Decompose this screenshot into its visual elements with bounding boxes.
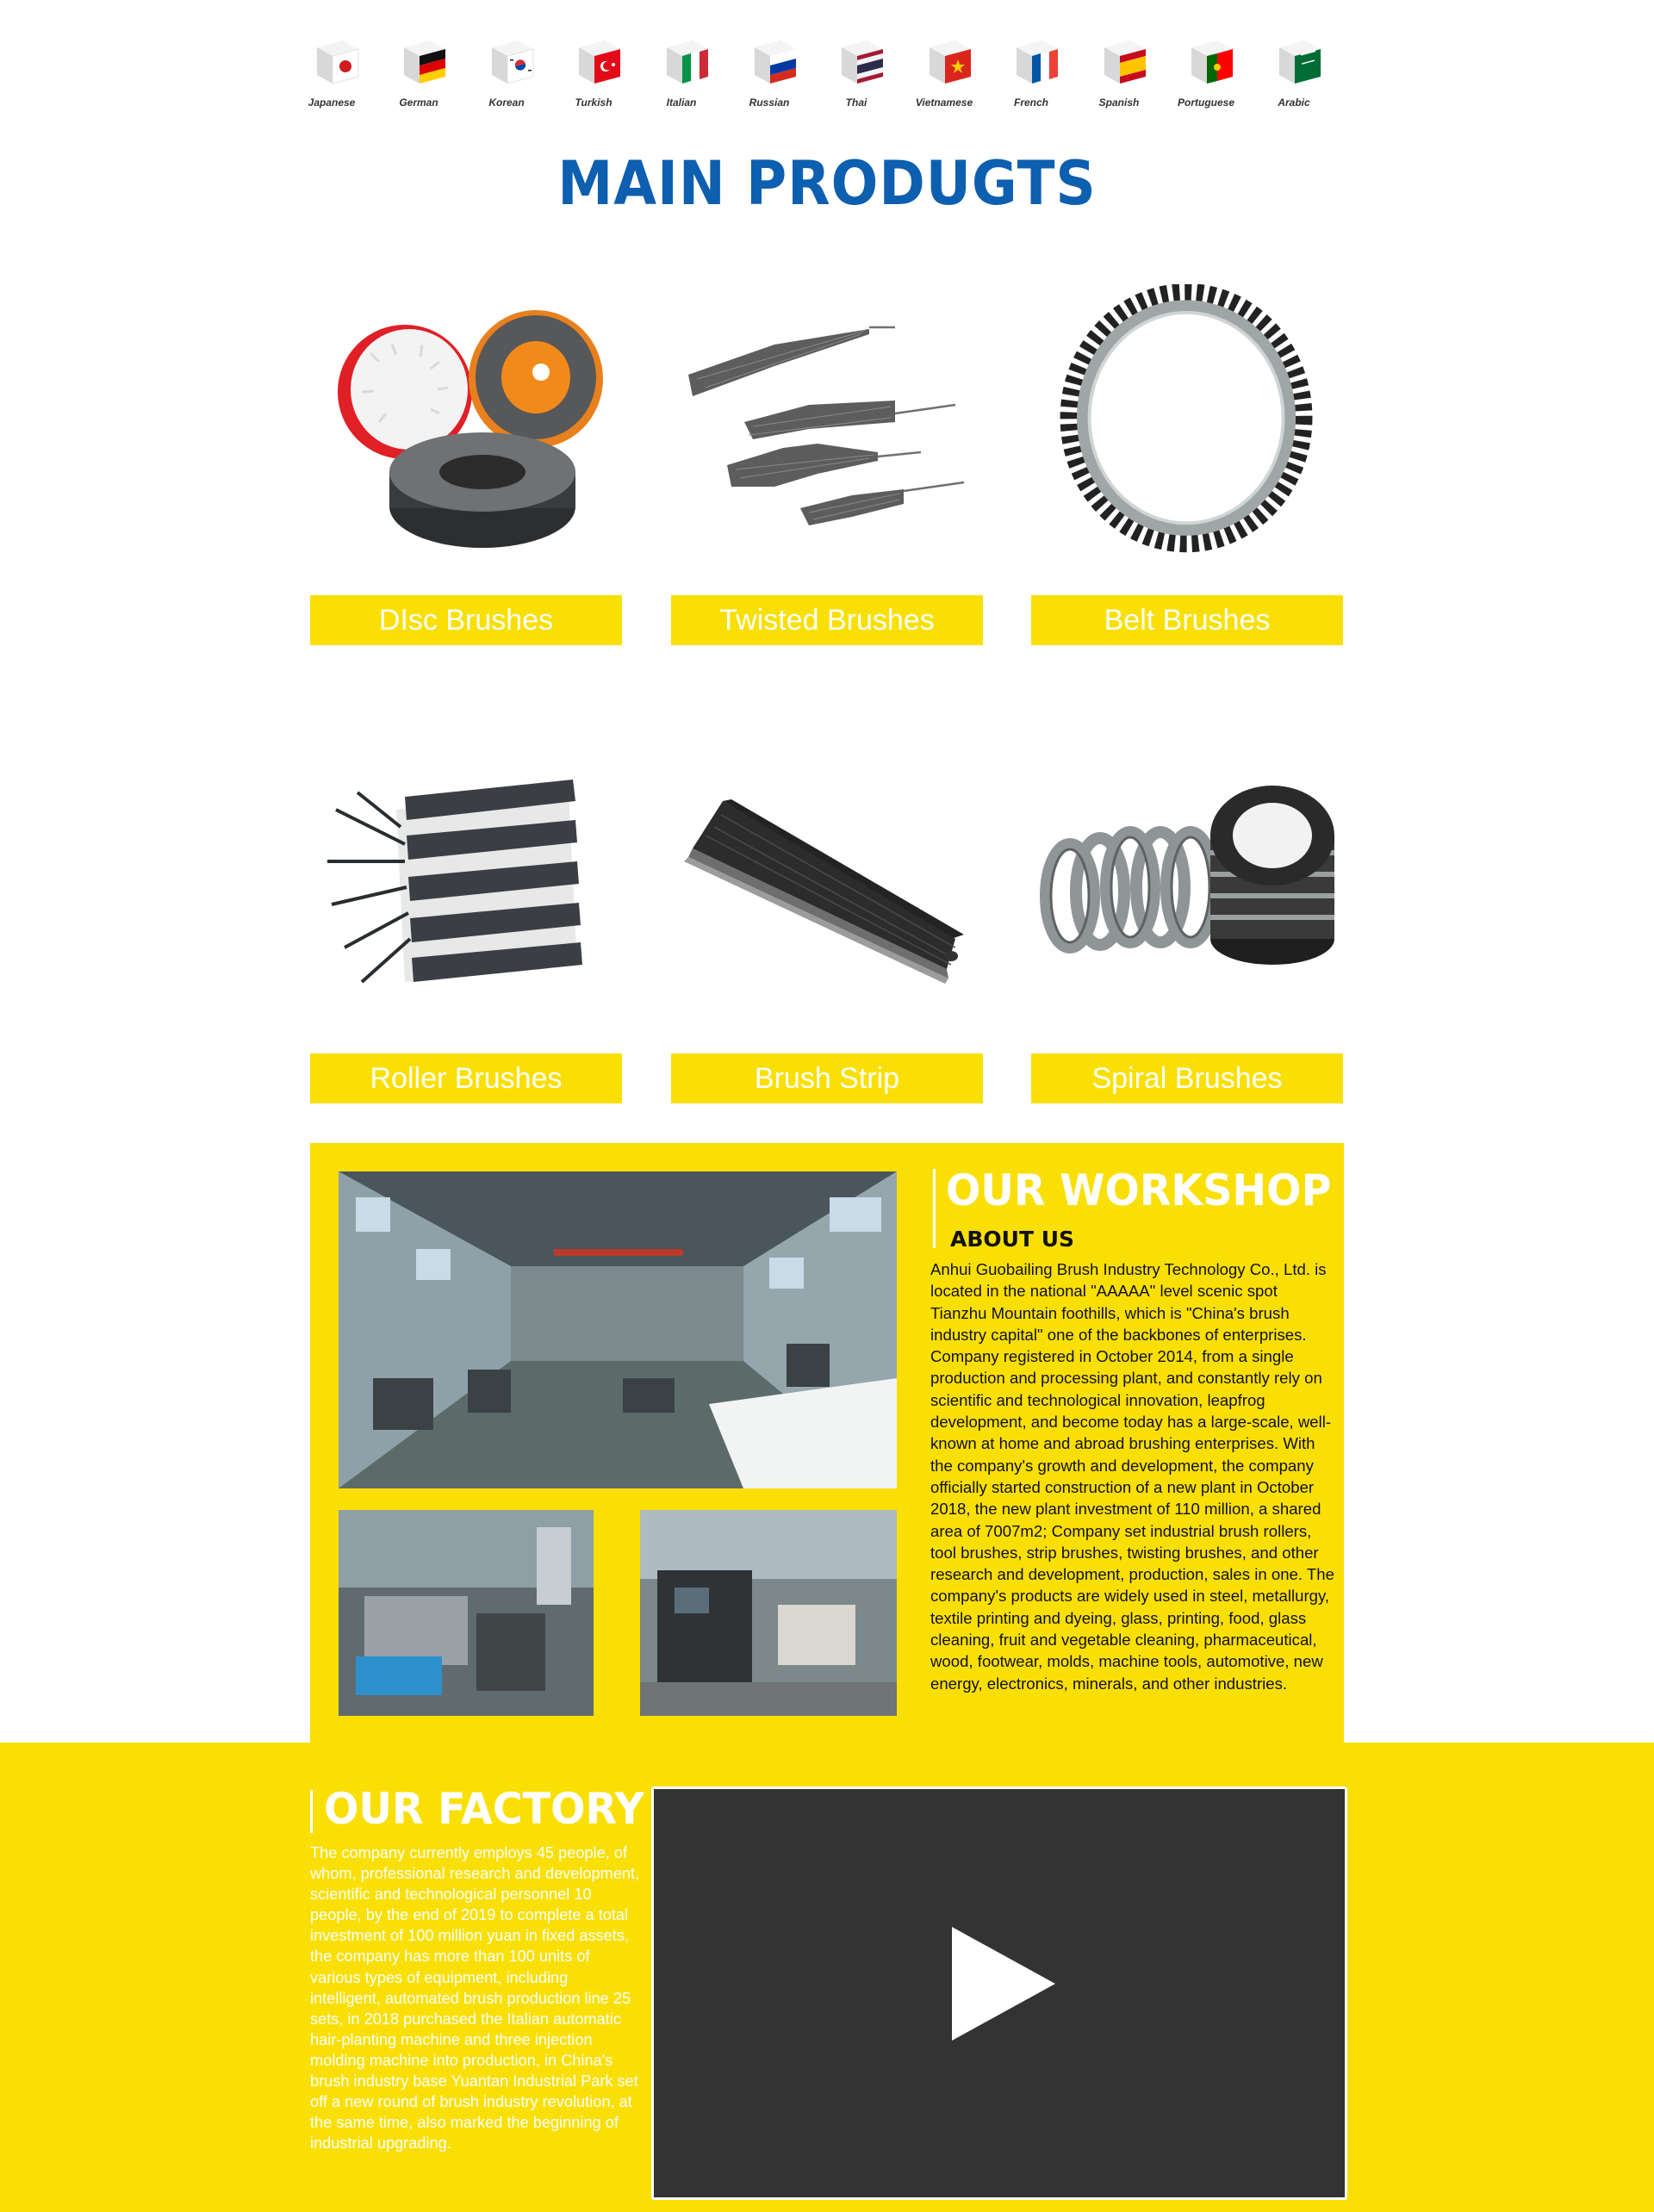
lang-japanese[interactable] (293, 31, 370, 113)
product-disc-brushes-button[interactable]: DIsc Brushes (310, 595, 622, 645)
lang-german[interactable] (380, 31, 457, 113)
flag-spain-icon (1096, 35, 1149, 87)
spiral-brushes-image[interactable] (1031, 758, 1343, 1034)
lang-portuguese[interactable] (1167, 31, 1245, 113)
flag-turkey-icon (570, 35, 624, 87)
product-twisted-brushes-button[interactable]: Twisted Brushes (671, 595, 983, 645)
flag-japan-icon (308, 35, 362, 87)
workshop-title-divider (933, 1169, 936, 1248)
workshop-cnc-photo (640, 1510, 897, 1716)
workshop-section (310, 1143, 1344, 1743)
workshop-title: OUR WORKSHOP (946, 1165, 1332, 1215)
flag-italy-icon (658, 35, 712, 87)
roller-brushes-image[interactable] (310, 758, 622, 1034)
lang-label: German (399, 96, 438, 109)
lang-italian[interactable] (643, 31, 720, 113)
factory-title-divider (310, 1790, 313, 1833)
flag-vietnam-icon (921, 35, 974, 87)
factory-section (0, 1743, 1654, 2212)
workshop-hall-photo (339, 1171, 897, 1488)
factory-title: OUR FACTORY (324, 1784, 644, 1834)
workshop-machine-photo (339, 1510, 594, 1716)
lang-label: Thai (845, 96, 867, 109)
brush-strip-image[interactable] (671, 758, 983, 1034)
lang-thai[interactable] (818, 31, 895, 113)
flag-saudi-arabia-icon (1271, 35, 1324, 87)
lang-arabic[interactable] (1255, 31, 1333, 113)
flag-france-icon (1008, 35, 1061, 87)
twisted-brushes-image[interactable] (671, 293, 983, 569)
about-us-heading: ABOUT US (950, 1227, 1075, 1252)
play-icon[interactable] (952, 1927, 1055, 2041)
flag-germany-icon (395, 35, 449, 87)
product-spiral-brushes-button[interactable]: Spiral Brushes (1031, 1053, 1343, 1103)
product-belt-brushes-button[interactable]: Belt Brushes (1031, 595, 1343, 645)
lang-label: Japanese (308, 96, 356, 109)
lang-korean[interactable] (468, 31, 545, 113)
product-roller-brushes-button[interactable]: Roller Brushes (310, 1053, 622, 1103)
lang-label: Spanish (1098, 96, 1140, 109)
belt-brushes-image[interactable] (1031, 284, 1343, 560)
about-us-text: Anhui Guobailing Brush Industry Technology Co., Ltd. is located in the national "AAAAA" level scenic spot Tianzhu Mountain foothills, which is "China's brush industry capital" one of the backbones of enterprises. Company registered in October 2014, from a single production and processing plant, and constantly rely on scientific and technological innovation, leapfrog development, and become today has a large-scale, well-known at home and abroad brushing enterprises. With the company's growth and development, the company officially started construction of a new plant in October 2018, the new plant investment of 110 million, a shared area of 7007m2; Company set industrial brush rollers, tool brushes, strip brushes, twisting brushes, and other research and development, production, sales in one. The company's products are widely used in steel, metallurgy, textile printing and dyeing, glass, printing, food, glass cleaning, fruit and vegetable cleaning, pharmaceutical, wood, footwear, molds, machine tools, automotive, new energy, electronics, minerals, and other industries. (930, 1260, 1334, 1693)
lang-label: French (1013, 96, 1048, 109)
factory-text: The company currently employs 45 people, of whom, professional research and development, scientific and technological personnel 10 people, by the end of 2019 to complete a total investment of 100 million yuan in fixed assets, the company has more than 100 units of various types of equipment, including intelligent, automated brush production line 25 sets, in 2018 purchased the Italian automatic hair-planting machine and three injection molding machine into production, in China's brush industry base Yuantan Industrial Park set off a new round of brush industry revolution, at the same time, also marked the beginning of industrial upgrading. (310, 1844, 640, 2153)
flag-korea-icon (483, 35, 537, 87)
flag-portugal-icon (1183, 35, 1236, 87)
lang-label: Italian (666, 96, 697, 109)
flag-russia-icon (746, 35, 799, 87)
disc-brushes-image[interactable] (310, 293, 622, 569)
flag-thailand-icon (833, 35, 886, 87)
product-brush-strip-button[interactable]: Brush Strip (671, 1053, 983, 1103)
factory-video-player[interactable] (651, 1786, 1347, 2200)
language-bar (293, 31, 1361, 113)
lang-label: Korean (488, 96, 525, 109)
lang-vietnamese[interactable] (905, 31, 983, 113)
lang-russian[interactable] (731, 31, 808, 113)
lang-spanish[interactable] (1080, 31, 1158, 113)
main-products-title: MAIN PRODUGTS (557, 148, 1097, 219)
lang-label: Portuguese (1177, 96, 1234, 109)
lang-turkish[interactable] (555, 31, 632, 113)
lang-label: Russian (749, 96, 790, 109)
lang-label: Turkish (575, 96, 612, 109)
lang-label: Vietnamese (915, 96, 973, 109)
lang-french[interactable] (992, 31, 1070, 113)
lang-label: Arabic (1278, 96, 1310, 109)
